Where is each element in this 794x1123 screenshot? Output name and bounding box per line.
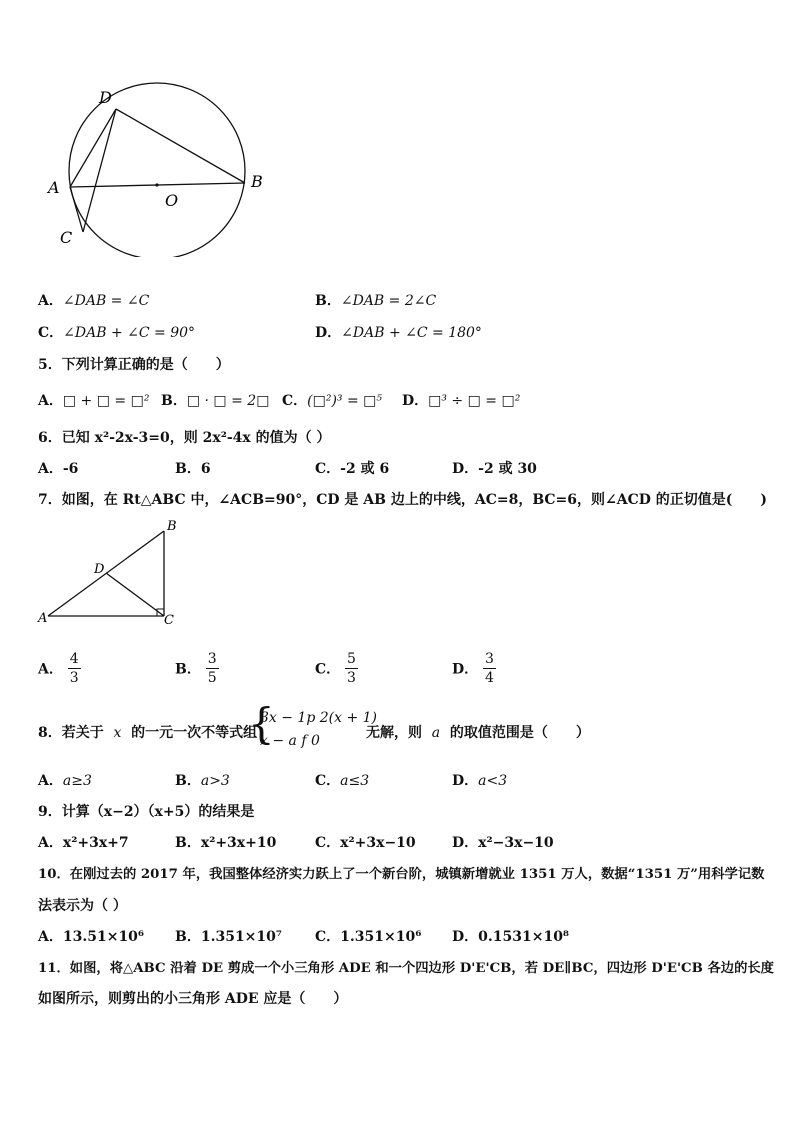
- q10-option-c[interactable]: C．1.351×10⁶: [315, 929, 422, 945]
- q8-option-a[interactable]: A．a≥3: [38, 773, 92, 789]
- q6-stem: 6．已知 x²-2x-3=0，则 2x²-4x 的值为（ ）: [38, 430, 331, 446]
- q8-option-c[interactable]: C．a≤3: [315, 773, 370, 789]
- center-point: [155, 183, 158, 186]
- circle-outline: [69, 83, 245, 257]
- inequality-line-2: x − a f 0: [260, 733, 320, 749]
- circle-geometry-figure: [40, 82, 280, 257]
- q7-option-c[interactable]: C． $\frac{5}{3}$: [315, 651, 356, 686]
- q4-option-d[interactable]: D．∠DAB + ∠C = 180°: [315, 325, 482, 341]
- right-triangle-figure: [34, 515, 184, 630]
- q5-option-d[interactable]: D．□³ ÷ □ = □²: [402, 393, 521, 409]
- q7-stem: 7．如图，在 Rt△ABC 中，∠ACB=90°，CD 是 AB 边上的中线，AC=8，BC=6，则∠ACD 的正切值是( ): [38, 492, 768, 508]
- chord-dc: [83, 109, 116, 232]
- q6-option-b[interactable]: B．6: [175, 461, 211, 477]
- chord-ac: [70, 187, 83, 232]
- q9-option-d[interactable]: D．x²−3x−10: [452, 835, 554, 851]
- q11-stem-line-1: 11．如图，将△ABC 沿着 DE 剪成一个小三角形 ADE 和一个四边形 D'E'CB，若 DE∥BC，四边形 D'E'CB 各边的长度: [38, 961, 774, 976]
- q10-stem-line-2: 法表示为（ ）: [38, 898, 127, 914]
- chord-db: [116, 109, 245, 183]
- q5-stem: 5．下列计算正确的是（ ）: [38, 357, 230, 373]
- q7-option-d[interactable]: D． $\frac{3}{4}$: [452, 651, 494, 686]
- label-c: C: [60, 228, 73, 247]
- q7-option-a[interactable]: A． $\frac{4}{3}$: [38, 651, 79, 686]
- label-c: C: [164, 613, 174, 628]
- label-a: A: [38, 611, 48, 626]
- q6-option-a[interactable]: A．-6: [38, 461, 79, 477]
- q6-option-c[interactable]: C．-2 或 6: [315, 461, 390, 477]
- label-o: O: [165, 191, 179, 210]
- q4-option-a[interactable]: A．∠DAB = ∠C: [38, 293, 150, 309]
- q9-option-c[interactable]: C．x²+3x−10: [315, 835, 416, 851]
- q7-option-b[interactable]: B． $\frac{3}{5}$: [175, 651, 217, 686]
- q5-option-b[interactable]: B．□ · □ = 2□: [161, 393, 270, 409]
- system-brace: {: [248, 699, 275, 748]
- label-b: B: [251, 172, 263, 191]
- q4-option-c[interactable]: C．∠DAB + ∠C = 90°: [38, 325, 196, 341]
- q8-option-b[interactable]: B．a>3: [175, 773, 230, 789]
- q9-stem: 9．计算（x−2）（x+5）的结果是: [38, 804, 255, 820]
- q4-option-b[interactable]: B．∠DAB = 2∠C: [315, 293, 437, 309]
- label-d: D: [99, 88, 112, 107]
- q8-stem-part1: 8．若关于 x 的一元一次不等式组: [38, 725, 258, 741]
- q5-option-a[interactable]: A．□ + □ = □²: [38, 393, 150, 409]
- label-a: A: [48, 178, 60, 197]
- q11-stem-line-2: 如图所示，则剪出的小三角形 ADE 应是（ ）: [38, 991, 348, 1007]
- label-b: B: [167, 519, 177, 534]
- inequality-line-1: 3x − 1p 2(x + 1): [260, 710, 378, 726]
- label-d: D: [94, 562, 105, 577]
- q10-stem-line-1: 10．在刚过去的 2017 年，我国整体经济实力跃上了一个新台阶，城镇新增就业 1351 万人，数据“1351 万”用科学记数: [38, 867, 765, 882]
- chord-da: [70, 109, 116, 187]
- q10-option-d[interactable]: D．0.1531×10⁸: [452, 929, 570, 945]
- q10-option-b[interactable]: B．1.351×10⁷: [175, 929, 283, 945]
- q8-option-d[interactable]: D．a<3: [452, 773, 508, 789]
- q6-option-d[interactable]: D．-2 或 30: [452, 461, 537, 477]
- q10-option-a[interactable]: A．13.51×10⁶: [38, 929, 145, 945]
- q8-stem-part2: 无解，则 a 的取值范围是（ ）: [366, 725, 590, 741]
- median-cd: [106, 573, 164, 616]
- q9-option-a[interactable]: A．x²+3x+7: [38, 835, 129, 851]
- q9-option-b[interactable]: B．x²+3x+10: [175, 835, 277, 851]
- q5-option-c[interactable]: C．(□²)³ = □⁵: [282, 393, 383, 409]
